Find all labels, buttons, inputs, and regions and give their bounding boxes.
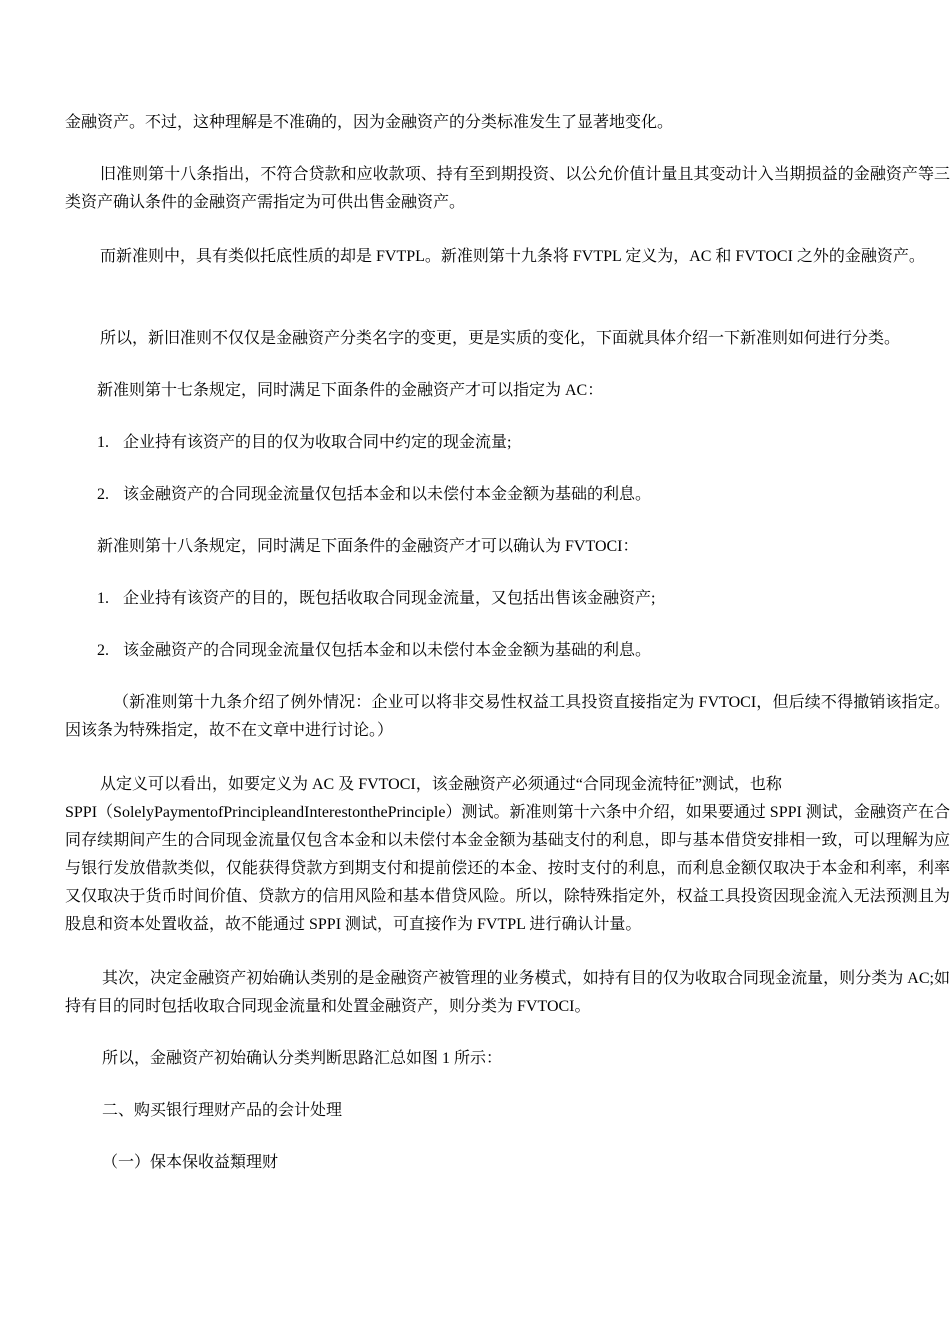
paragraph-business-model: 其次，决定金融资产初始确认类别的是金融资产被管理的业务模式，如持有目的仅为收取合同现金流量，则分类为 AC;如持有目的同时包括收取合同现金流量和处置金融资产，则分类为 FVTOCI。 <box>65 970 950 1015</box>
section-heading-2: 二、购买银行理财产品的会计处理 <box>102 1102 343 1119</box>
list-item-ac-2 <box>97 481 947 509</box>
list-text: 企业持有该资产的目的仅为收取合同中约定的现金流量; <box>123 434 512 451</box>
subsection-heading-1: （一）保本保收益類理财 <box>102 1154 279 1171</box>
paragraph-sppi-body: SPPI（SolelyPaymentofPrincipleandInterestonthePrinciple）测试。新准则第十六条中介绍，如果要通过 SPPI 测试，金融资产在合同存续期间产生的合同现金流量仅包含本金和以未偿付本金金额为基础支付的利息，即与基本借贷安排相一致，可以理解为应与银行发放借款类似，仅能获得贷款方到期支付和提前偿还的本金、按时支付的利息，而利息金额仅取决于本金和利率，利率又仅取决于货币时间价值、贷款方的信用风险和基本借贷风险。所以，除特殊指定外，权益工具投资因现金流入无法预测且为股息和资本处置收益，故不能通过 SPPI 测试，可直接作为 FVTPL 进行确认计量。 <box>65 804 950 933</box>
list-text: 该金融资产的合同现金流量仅包括本金和以未偿付本金金额为基础的利息。 <box>123 642 652 659</box>
paragraph-fvtoci-conditions-intro: 新准则第十八条规定，同时满足下面条件的金融资产才可以确认为 FVTOCI： <box>97 538 639 555</box>
list-number: 2. <box>97 642 109 659</box>
list-number: 1. <box>97 434 109 451</box>
list-item-fvtoci-2 <box>97 637 947 665</box>
paragraph-sppi-line1: 从定义可以看出，如要定义为 AC 及 FVTOCI，该金融资产必须通过“合同现金流特征”测试，也称 <box>100 776 782 793</box>
paragraph-intro-end: 金融资产。不过，这种理解是不准确的，因为金融资产的分类标准发生了显著地变化。 <box>65 114 674 131</box>
paragraph-figure-reference: 所以，金融资产初始确认分类判断思路汇总如图 1 所示： <box>102 1050 503 1067</box>
list-item-ac-1 <box>97 429 947 457</box>
list-text: 企业持有该资产的目的，既包括收取合同现金流量，又包括出售该金融资产; <box>123 590 656 607</box>
paragraph-ac-conditions-intro: 新准则第十七条规定，同时满足下面条件的金融资产才可以指定为 AC： <box>97 382 604 399</box>
paragraph-new-standard-fvtpl: 而新准则中，具有类似托底性质的却是 FVTPL。新准则第十九条将 FVTPL 定义为，AC 和 FVTOCI 之外的金融资产。 <box>100 248 925 265</box>
paragraph-exception-note: （新准则第十九条介绍了例外情况：企业可以将非交易性权益工具投资直接指定为 FVTOCI，但后续不得撤销该指定。因该条为特殊指定，故不在文章中进行讨论。） <box>65 694 950 739</box>
list-text: 该金融资产的合同现金流量仅包括本金和以未偿付本金金额为基础的利息。 <box>123 486 652 503</box>
paragraph-summary: 所以，新旧准则不仅仅是金融资产分类名字的变更，更是实质的变化，下面就具体介绍一下新准则如何进行分类。 <box>100 330 901 347</box>
list-number: 2. <box>97 486 109 503</box>
list-item-fvtoci-1 <box>97 585 947 613</box>
list-number: 1. <box>97 590 109 607</box>
paragraph-old-standard: 旧准则第十八条指出，不符合贷款和应收款项、持有至到期投资、以公允价值计量且其变动计入当期损益的金融资产等三类资产确认条件的金融资产需指定为可供出售金融资产。 <box>65 166 950 211</box>
